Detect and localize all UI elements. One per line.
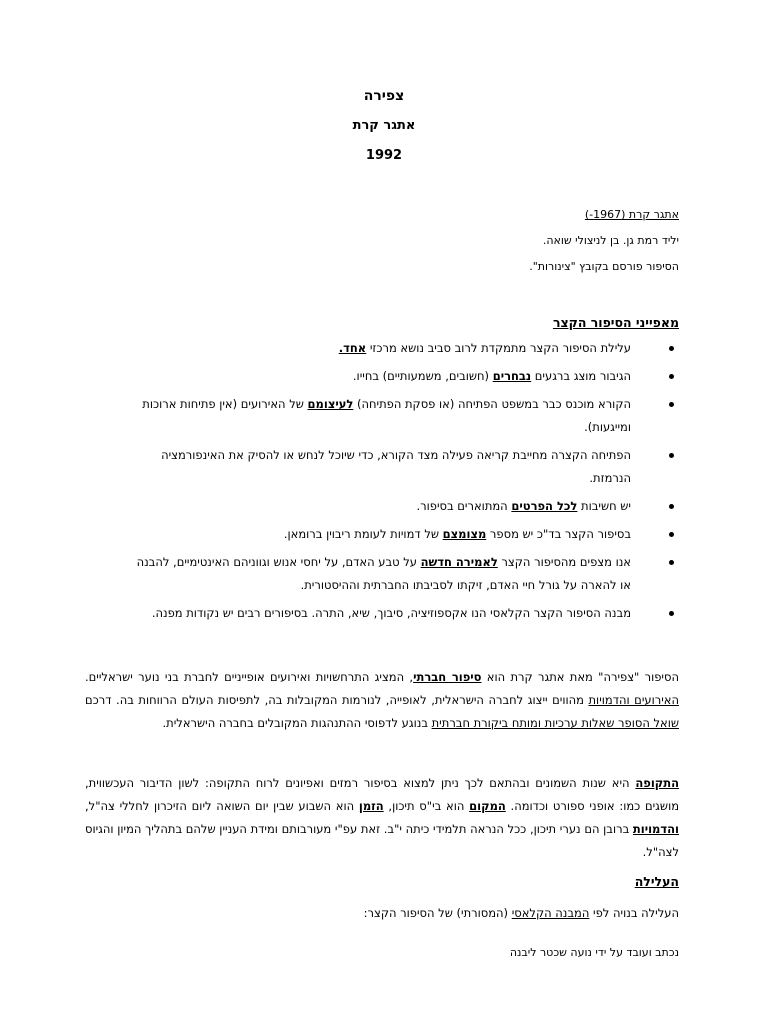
bullet-icon: [669, 532, 674, 537]
paragraph-plot: העלילה בנויה לפי המבנה הקלאסי (המסורתי) של הסיפור הקצר:: [363, 906, 679, 920]
list-item: בסיפור הקצר בד"כ יש מספר מצומצם של דמויות לעומת ריבוין ברומאן.: [134, 523, 674, 546]
bullet-icon: [669, 374, 674, 379]
paragraph-social: הסיפור "צפירה" מאת אתגר קרת הוא סיפור חברתי, המציג התרחשויות ואירועים אופייניים לחברת בני נוער ישראליים. האירועים והדמויות מהווים ייצוג לחברה הישראלית, לאופייה, לנורמות המקובלות בה, לתפיסות העולם הרווחות בה. דרכם שואל הסופר שאלות ערכיות ומותח ביקורת חברתית בנוגע לדפוסי ההתנהגות המקובלים בחברה הישראלית.: [85, 670, 679, 730]
plot-heading: העלילה: [634, 874, 679, 889]
author-line: אתגר קרת (1967-): [584, 208, 679, 221]
list-item: הגיבור מוצג ברגעים נבחרים (חשובים, משמעותיים) בחייו.: [134, 365, 674, 388]
bullet-icon: [669, 346, 674, 351]
author-born: יליד רמת גן. בן לניצולי שואה.: [542, 234, 679, 247]
author-meta: [379, 206, 679, 284]
title-block: [0, 86, 768, 166]
list-item: אנו מצפים מהסיפור הקצר לאמירה חדשה על טבע האדם, על יחסי אנוש וגווניהם האינטימיים, להבנה או להארה על גורל חיי האדם, זיקתו לסביבתו החברתית וההיסטורית.: [134, 551, 674, 597]
list-item: הקורא מוכנס כבר במשפט הפתיחה (או פסקת הפתיחה) לעיצומם של האירועים (אין פתיחות ארוכות ומייגעות).: [134, 393, 674, 439]
footer-credit: נכתב ועובד על ידי נועה שכטר ליבנה: [509, 946, 679, 959]
bullet-icon: [669, 504, 674, 509]
bullet-icon: [669, 402, 674, 407]
list-item: הפתיחה הקצרה מחייבת קריאה פעילה מצד הקורא, כדי שיוכל לנחש או להסיק את האינפורמציה הנרמזת.: [134, 444, 674, 490]
bullet-icon: [669, 611, 674, 616]
bullet-icon: [669, 560, 674, 565]
list-item: עלילת הסיפור הקצר מתמקדת לרוב סביב נושא מרכזי אחד.: [134, 337, 674, 360]
features-heading: מאפייני הסיפור הקצר: [552, 315, 679, 330]
list-item: יש חשיבות לכל הפרטים המתוארים בסיפור.: [134, 495, 674, 518]
published-note: הסיפור פורסם בקובץ "צינורות".: [529, 260, 679, 273]
paragraph-period: התקופה היא שנות השמונים ובהתאם לכך ניתן למצוא בסיפור רמזים ואפיונים לרוח התקופה: לשון הדיבור העכשווית, מושגים כמו: אופני ספורט וכדומה. המקום הוא בי"ס תיכון, הזמן הוא השבוע שבין יום השואה ליום הזיכרון לחללי צה"ל, והדמויות ברובן הם נערי תיכון, ככל הנראה תלמידי כיתה י"ב. זאת עפ"י מעורבותם ומידת העניין שלהם בתהליך המיון והגיוס לצה"ל.: [85, 776, 680, 859]
features-list: [134, 337, 674, 630]
story-author: אתגר קרת: [352, 118, 416, 133]
list-item: מבנה הסיפור הקצר הקלאסי הנו אקספוזיציה, סיבוך, שיא, התרה. בסיפורים רבים יש נקודות מפנה.: [134, 602, 674, 625]
story-year: 1992: [365, 148, 403, 163]
story-title: צפירה: [363, 88, 405, 104]
bullet-icon: [669, 453, 674, 458]
